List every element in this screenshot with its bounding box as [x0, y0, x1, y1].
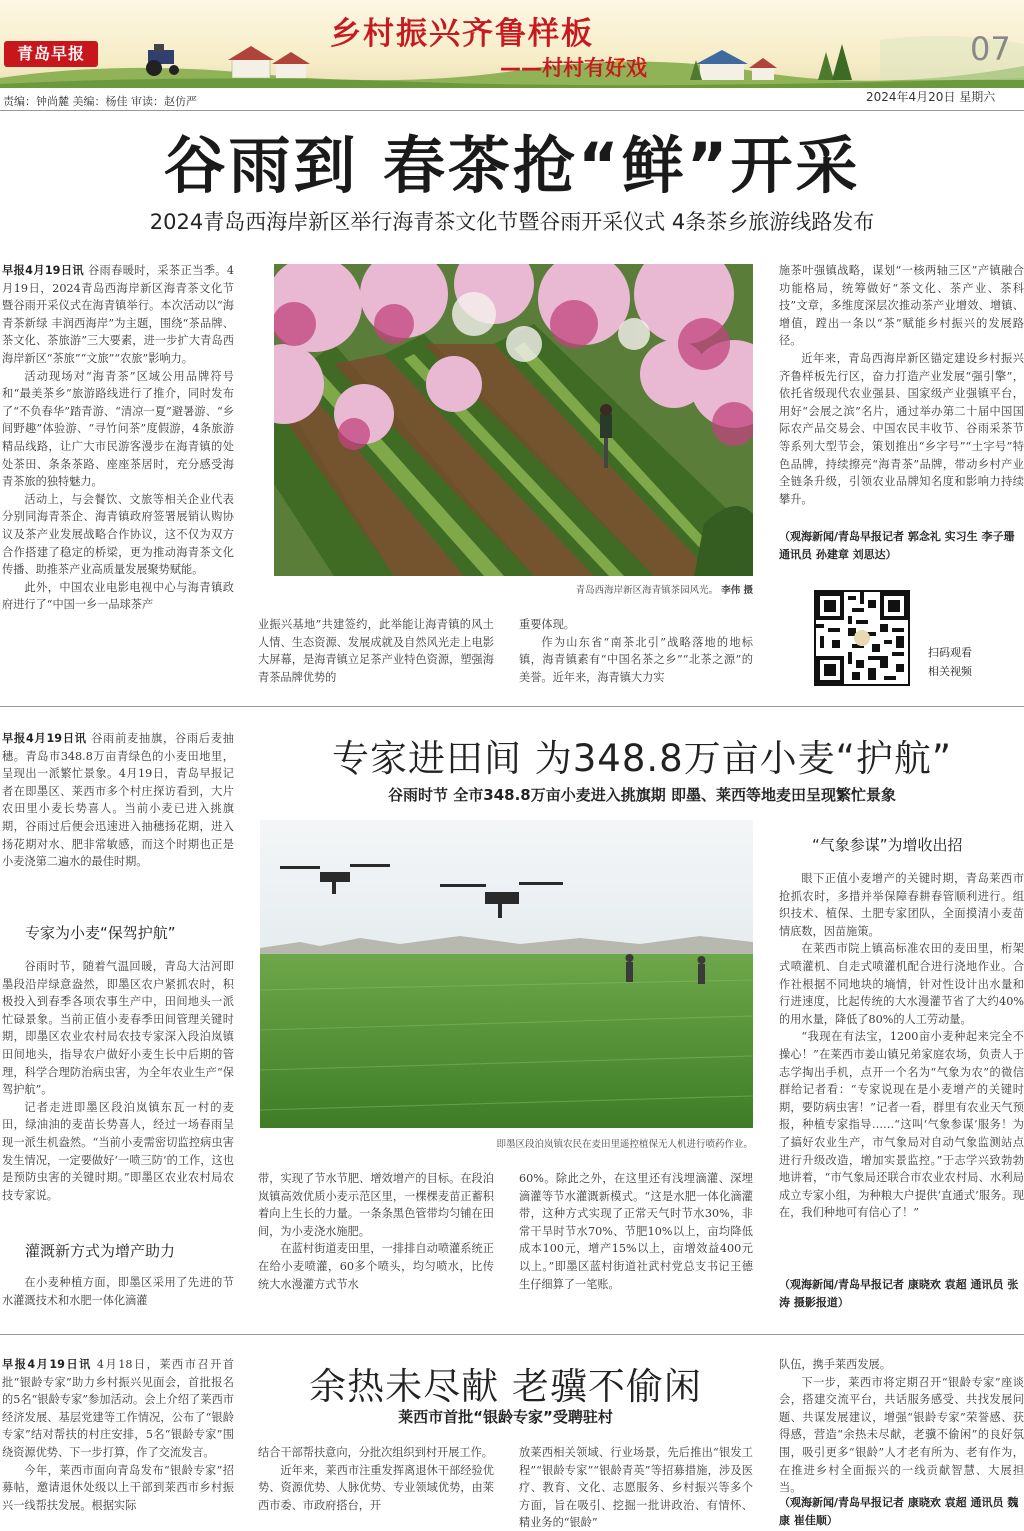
article1-credit: （观海新闻/青岛早报记者 郭念礼 实习生 李子珊 通讯员 孙建章 刘思达） — [779, 530, 1015, 561]
article2-column-1-body: 谷雨时节，随着气温回暖，青岛大沽河即墨段沿岸绿意盎然，即墨区农户紧抓农时，积极投入到春季各项农事生产中，田间地头一派忙碌景象。当前正值小麦春季田间管理关键时期，即墨区农业农村局农技专家深入段泊岚镇田间地头，指导农户做好小麦生长中后期的管理，科学合理防治病虫害，为全年农业生产“保驾护航”。 记者走进即墨区段泊岚镇东瓦一村的麦田，绿油油的麦苗长势喜人，经过一场春雨呈现一派生机盎然。“当前小麦需密切监控病虫害发生情况，一定要做好‘一喷三防’的工作，这也是预防虫害的关键时期。”即墨区农业农村局农技专家说。 — [2, 960, 234, 1202]
article2-headline: 专家进田间 为348.8万亩小麦“护航” — [331, 737, 953, 780]
page-number: 07 — [970, 30, 1011, 68]
article1-headline: 谷雨到 春茶抢“鲜”开采 — [163, 129, 861, 202]
editor-credits: 责编：钟尚麓 美编：杨佳 审读：赵仿严 — [3, 95, 197, 108]
section-subtitle: ——村村有好戏 — [500, 56, 647, 80]
article2-column-3: 60%。除此之外，在这里还有浅埋滴灌、深埋滴灌等节水灌溉新模式。“这是水肥一体化滴灌带，这种方式实现了正常天气时节水30%，非常干旱时节水70%、节肥10%以上，亩均降低成本100元，增产15%以上，亩增效益400元以上。”即墨区蓝村街道社武村党总支书记王德生仔细算了一笔账。 — [519, 1172, 753, 1291]
article1-lead: 早报4月19日讯 — [2, 264, 85, 277]
article1-photo-caption: 青岛西海岸新区海青镇茶园风光。 李伟 摄 — [575, 585, 753, 596]
article2-subhead-3: “气象参谋”为增收出招 — [812, 836, 963, 854]
article3-column-2: 结合干部帮扶意向，分批次组织到村开展工作。 近年来，莱西市注重发挥离退休干部经验优势、资源优势、人脉优势、专业领域优势，由莱西市委、市政府搭台，开 — [258, 1446, 494, 1512]
article1-column-4: 施茶叶强镇战略，谋划“一核两轴三区”产镇融合功能格局，统筹做好“茶文化、茶产业、茶科技”文章，多维度深层次推动茶产业增效、增镇、增值，蹚出一条以“茶”赋能乡村振兴的发展路径。 近年来，青岛西海岸新区锚定建设乡村振兴齐鲁样板先行区，奋力打造产业发展“强引擎”，依托省级现代农业强县、国家级产业强镇平台，用好“会展之滨”名片，通过举办第二十届中国国际农产品交易会、中国农民丰收节、谷雨采茶节等系列大型节会，策划推出“乡字号”“土字号”特色品牌，持续擦亮“海青茶”品牌，带动乡村产业全链条升级，引领农业品牌知名度和影响力持续攀升。 — [779, 264, 1024, 506]
article2-column-2: 带，实现了节水节肥、增效增产的目标。在段泊岚镇高效优质小麦示范区里，一棵棵麦苗正蓄积着向上生长的力量。一条条黑色管带均匀铺在田间，为小麦浇水施肥。 在蓝村街道麦田里，一排排自动喷灌系统正在给小麦喷灌，60多个喷头，均匀喷水，比传统大水漫灌方式节水 — [258, 1172, 494, 1291]
article3-column-3: 放莱西相关领域、行业场景，先后推出“银发工程”“银龄专家”“银龄青英”等招募措施，涉及医疗、教育、文化、志愿服务、乡村振兴等多个方面，旨在吸引、挖掘一批讲政治、有情怀、精业务的“银龄” — [519, 1446, 753, 1530]
article3-credit: （观海新闻/青岛早报记者 康晓欢 袁超 通讯员 魏康 崔佳顺） — [779, 1496, 1019, 1527]
article1-column-1: 早报4月19日讯 谷雨春暖时，采茶正当季。4月19日，2024青岛西海岸新区海青茶文化节暨谷雨开采仪式在海青镇举行。本次活动以“海青茶新绿 丰润西海岸”为主题，围绕“茶品牌、茶文化、茶旅游”三大要素，进一步扩大青岛西海岸新区“茶旅”“文旅”“农旅”影响力。 活动现场对“海青茶”区域公用品牌符号和“最美茶乡”旅游路线进行了推介，同时发布了“不负春华”踏青游、“清凉一夏”避暑游、“乡间野趣”体验游、“寻竹问茶”度假游，4条旅游精品线路，让广大市民游客漫步在海青镇的处处茶田、条条茶路、座座茶居时，充分感受海青茶旅的独特魅力。 活动上，与会餐饮、文旅等相关企业代表分别同海青茶企、海青镇政府签署展销认购协议及茶产业发展战略合作协议，这不仅为双方合作搭建了稳定的桥梁，更为推动海青茶文化传播、助推茶产业高质量发展聚势赋能。 此外，中国农业电影电视中心与海青镇政府进行了“中国一乡一品球茶产 — [2, 264, 234, 612]
article2-lead: 早报4月19日讯 — [2, 732, 87, 745]
article3-subheadline: 莱西市首批“银龄专家”受聘驻村 — [398, 1408, 613, 1426]
article1-column-2: 业振兴基地”共建签约，此举能让海青镇的风土人情、生态资源、发展成就及自然风光走上电影大屏幕，是海青镇立足茶产业特色资源，塑强海青茶品牌优势的 — [258, 618, 494, 684]
article1-divider — [0, 706, 1024, 707]
article3-column-4: 队伍，携手莱西发展。 下一步，莱西市将定期召开“银龄专家”座谈会，搭建交流平台，共话服务感受、共找发展问题、共谋发展建议，增强“银龄专家”荣誉感、获得感，营造“余热未尽献，老骥不偷闲”的良好氛围，吸引更多“银龄”人才老有所为、老有作为，在推进乡村全面振兴的一线贡献智慧、大展担当。 — [779, 1358, 1024, 1495]
article2-credit: （观海新闻/青岛早报记者 康晓欢 袁超 通讯员 张涛 摄影报道） — [779, 1278, 1019, 1309]
article3-headline: 余热未尽献 老骥不偷闲 — [309, 1365, 702, 1408]
article2-subheadline: 谷雨时节 全市348.8万亩小麦进入挑旗期 即墨、莱西等地麦田呈现繁忙景象 — [388, 786, 896, 804]
article2-subhead-1: 专家为小麦“保驾护航” — [25, 924, 176, 942]
video-qr-code[interactable] — [814, 590, 910, 686]
article2-column-1-tail: 在小麦种植方面，即墨区采用了先进的节水灌溉技术和水肥一体化滴灌 — [2, 1276, 234, 1307]
article3-column-1: 早报4月19日讯 4月18日，莱西市召开首批“银龄专家”助力乡村振兴见面会，首批报名的5名“银龄专家”参加活动。会上介绍了莱西市经济发展、基层党建等工作情况，公布了“银龄专家”结对帮扶的村庄安排，5名“银龄专家”围绕资源优势、下一步打算，作了交流发言。 今年，莱西市面向青岛发布“银龄专家”招募帖，邀请退休处级以上干部到莱西市乡村振兴一线帮扶发展。根据实际 — [2, 1358, 234, 1512]
article3-lead: 早报4月19日讯 — [2, 1358, 92, 1371]
article2-column-4: 眼下正值小麦增产的关键时期，青岛莱西市抢抓农时，多措并举保障春耕春管顺利进行。组织技术、植保、土肥专家团队，全面摸清小麦苗情底数，因苗施策。 在莱西市院上镇高标准农田的麦田里，桁架式喷灌机、自走式喷灌机配合进行浇地作业。合作社根据不同地块的墒情，针对性设计出水量和行进速度，比起传统的大水漫灌节省了大约40%的用水量，降低了80%的人工劳动量。 “我现在有法宝，1200亩小麦种起来完全不操心！”在莱西市姜山镇兄弟家庭农场，负责人于志学掏出手机，点开一个名为“气象为农”的微信群给记者看：“专家说现在是小麦增产的关键时期，要防病虫害！”记者一看，群里有农业天气预报，种植专家指导……“这叫‘气象参谋’服务！为了搞好农业生产，市气象局对自动气象监测站点进行升级改造，增加实景监控。”于志学兴致勃勃地讲着，“市气象局还联合市农业农村局、水利局成立专家小组，为种粮大户提供‘直通式’服务。现在，我们种地可有信心了！” — [779, 872, 1024, 1220]
article2-subhead-2: 灌溉新方式为增产助力 — [25, 1242, 176, 1260]
section-title: 乡村振兴齐鲁样板 — [330, 16, 594, 52]
drone-wheat-field-photo — [260, 820, 753, 1128]
masthead-divider — [0, 110, 1024, 111]
issue-date: 2024年4月20日 星期六 — [866, 90, 996, 104]
article1-subheadline: 2024青岛西海岸新区举行海青茶文化节暨谷雨开采仪式 4条茶乡旅游线路发布 — [149, 210, 875, 234]
article2-photo-caption: 即墨区段泊岚镇农民在麦田里遥控植保无人机进行喷药作业。 — [496, 1139, 753, 1150]
tea-garden-photo — [274, 264, 753, 576]
article2-column-1-intro: 早报4月19日讯 谷雨前麦抽旗，谷雨后麦抽穗。青岛市348.8万亩青绿色的小麦田地里，呈现出一派繁忙景象。4月19日，青岛早报记者在即墨区、莱西市多个村庄探访看到，大片农田里小麦长势喜人。当前小麦已进入挑旗期，谷雨过后便会迅速进入抽穗扬花期，进入扬花期对水、肥非常敏感，而这个时期也正是小麦浇第二遍水的最佳时期。 — [2, 732, 234, 869]
article1-column-3: 重要体现。 作为山东省“南茶北引”战略落地的地标镇，海青镇素有“中国名茶之乡”“北茶之源”的美誉。近年来，海青镇大力实 — [519, 618, 753, 684]
newspaper-logo: 青岛早报 — [4, 41, 98, 67]
qr-caption: 扫码观看 相关视频 — [928, 646, 972, 678]
article2-divider — [0, 1334, 1024, 1335]
